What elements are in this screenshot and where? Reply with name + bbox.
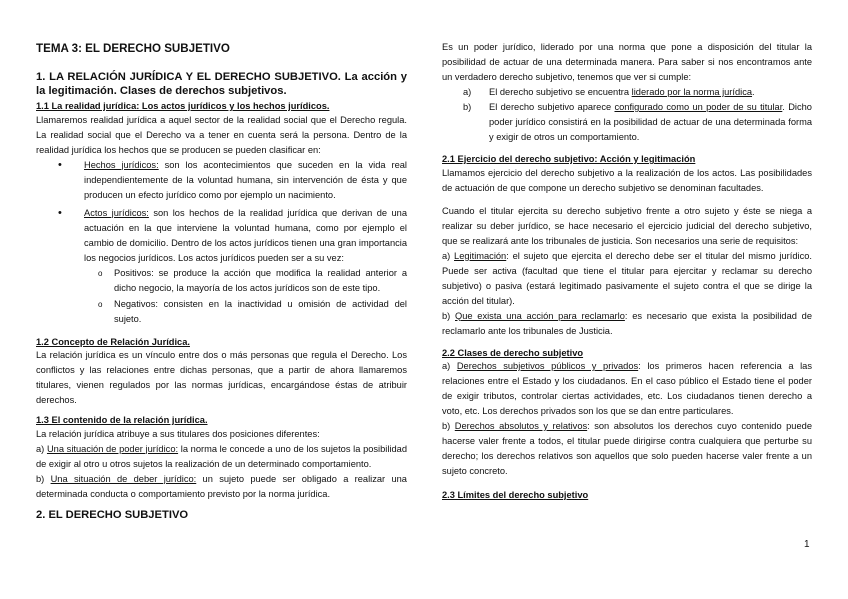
paragraph-1-3-a: a) Una situación de poder jurídico: la norma le concede a uno de los sujetos la posibilidad de exigir al otro u otros sujetos la realización de un determinado comportamiento. bbox=[36, 443, 407, 469]
sub-item-positivos: o Positivos: se produce la acción que modifica la realidad anterior a dicho negocio, la mayoría de los actos jurídicos son de este tipo. bbox=[114, 266, 407, 296]
accion-label: Que exista una acción para reclamarlo bbox=[455, 310, 625, 321]
paragraph-intro: Es un poder jurídico, liderado por una norma que pone a disposición del titular la posibilidad de actuar de una determinada manera. Para saber si nos encontramos ante un verdadero derecho subjetivo, tenemos que ver si cumple: bbox=[442, 42, 812, 82]
right-column bbox=[442, 40, 812, 502]
situation-duty-label: Una situación de deber jurídico: bbox=[50, 473, 197, 484]
document-title: TEMA 3: EL DERECHO SUBJETIVO bbox=[36, 42, 230, 55]
bullet-actos-juridicos bbox=[84, 206, 407, 327]
page-number: 1 bbox=[804, 539, 810, 550]
bullet-hechos-juridicos bbox=[84, 158, 407, 203]
bullet-list bbox=[36, 158, 407, 327]
requirements-list bbox=[442, 85, 812, 145]
requirement-a: a) El derecho subjetivo se encuentra liderado por la norma jurídica. bbox=[463, 87, 755, 97]
bullet-text: son los acontecimientos que suceden en la vida real independientemente de la voluntad humana, sin intervención de ésta y que producen un efecto jurídico como por ejemplo un nacimiento. bbox=[84, 159, 407, 200]
left-column bbox=[36, 38, 407, 524]
subsection-2-2-heading: 2.2 Clases de derecho subjetivo bbox=[442, 347, 584, 358]
subsection-2-1-heading: 2.1 Ejercicio del derecho subjetivo: Acción y legitimación bbox=[442, 154, 696, 164]
subsection-1-2-heading: 1.2 Concepto de Relación Jurídica. bbox=[36, 336, 190, 347]
paragraph-2-1-c: a) Legitimación: el sujeto que ejercita el derecho debe ser el titular del mismo jurídico. Puede ser activa (facultad que tiene el titular para ejercitar y reclamar su derecho subjetivo) o pasiva (estará legitimado pasivamente el sujeto contra el que se dirige la acción del titular). bbox=[442, 250, 812, 306]
legitimacion-label: Legitimación bbox=[454, 250, 507, 261]
paragraph-1-3-b: b) Una situación de deber jurídico: un sujeto puede ser obligado a realizar una determinada conducta o comportamiento previsto por la norma jurídica. bbox=[36, 473, 407, 499]
paragraph-2-1-a: Llamamos ejercicio del derecho subjetivo a la realización de los actos. Las posibilidades de actuación de que compone un derecho subjetivo se denominan facultades. bbox=[442, 167, 812, 193]
paragraph-1-1: Llamaremos realidad jurídica a aquel sector de la realidad social que el Derecho regula. La realidad social que el Derecho va a tener en cuenta será la persona. Dentro de la realidad jurídica los hechos que se producen se pueden clasificar en: bbox=[36, 114, 407, 155]
paragraph-2-1-b: Cuando el titular ejercita su derecho subjetivo frente a otro sujeto y éste se niega a realizar su deber jurídico, se hace necesario el ejercicio judicial del derecho subjetivo, que se realizará ante los tribunales de justicia. Son necesarios una serie de requisitos: bbox=[442, 205, 812, 246]
subsection-1-1-heading: 1.1 La realidad jurídica: Los actos jurídicos y los hechos jurídicos. bbox=[36, 101, 330, 111]
subsection-1-3-heading: 1.3 El contenido de la relación jurídica. bbox=[36, 415, 208, 425]
paragraph-2-2-a: a) Derechos subjetivos públicos y privados: los primeros hacen referencia a las relaciones entre el Estado y los ciudadanos. En el caso público el Estado tiene el poder de exigir tributos, controlar ciertas actividades, etc. Los ciudadanos tienen derecho a voto, etc. Los derechos privados son los que se dan entre particulares. bbox=[442, 361, 812, 416]
bullet-label: Actos jurídicos: bbox=[84, 207, 149, 218]
sub-list bbox=[84, 266, 407, 327]
situation-power-label: Una situación de poder jurídico: bbox=[46, 443, 179, 454]
section-2-heading: 2. EL DERECHO SUBJETIVO bbox=[36, 508, 189, 521]
paragraph-2-2-b: b) Derechos absolutos y relativos: son absolutos los derechos cuyo contenido puede hacerse valer frente a todos, el titular puede dirigirse contra cualquiera que perturbe su derecho; los derechos relativos son aquellos que solo pueden hacerse valer frente a un sujeto concreto. bbox=[442, 421, 812, 476]
subsection-2-3-heading: 2.3 Límites del derecho subjetivo bbox=[442, 490, 589, 500]
paragraph-2-1-d: b) Que exista una acción para reclamarlo: es necesario que exista la posibilidad de reclamarlo ante los tribunales de Justicia. bbox=[442, 310, 812, 336]
bullet-text: son los hechos de la realidad jurídica que derivan de una actuación en la que interviene la voluntad humana, como por ejemplo el cambio de domicilio. Dentro de los actos jurídicos tienen una gran importancia los negocios jurídicos. Los actos jurídicos pueden ser a su vez: bbox=[84, 207, 407, 263]
paragraph-1-2: La relación jurídica es un vínculo entre dos o más personas que regula el Derecho. Los conflictos y las relaciones entre dichas personas, que a partir de ahora llamaremos titulares, vienen regulados por las normas jurídicas, encargándose éstas de atribuir derechos. bbox=[36, 350, 407, 405]
sub-item-negativos: o Negativos: consisten en la inactividad u omisión de actividad del sujeto. bbox=[114, 297, 407, 327]
paragraph-1-3: La relación jurídica atribuye a sus titulares dos posiciones diferentes: bbox=[36, 428, 320, 439]
bullet-label: Hechos jurídicos: bbox=[84, 159, 159, 170]
section-1-heading: 1. LA RELACIÓN JURÍDICA Y EL DERECHO SUBJETIVO. La acción y la legitimación. Clases de derechos subjetivos. bbox=[36, 71, 407, 97]
publicos-privados-label: Derechos subjetivos públicos y privados bbox=[456, 361, 639, 371]
requirement-b: b) El derecho subjetivo aparece configurado como un poder de su titular. Dicho poder jurídico consistirá en la posibilidad de actuar de una determinada forma y exigir de otros un comportamiento. bbox=[463, 102, 812, 142]
absolutos-relativos-label: Derechos absolutos y relativos bbox=[454, 421, 588, 431]
